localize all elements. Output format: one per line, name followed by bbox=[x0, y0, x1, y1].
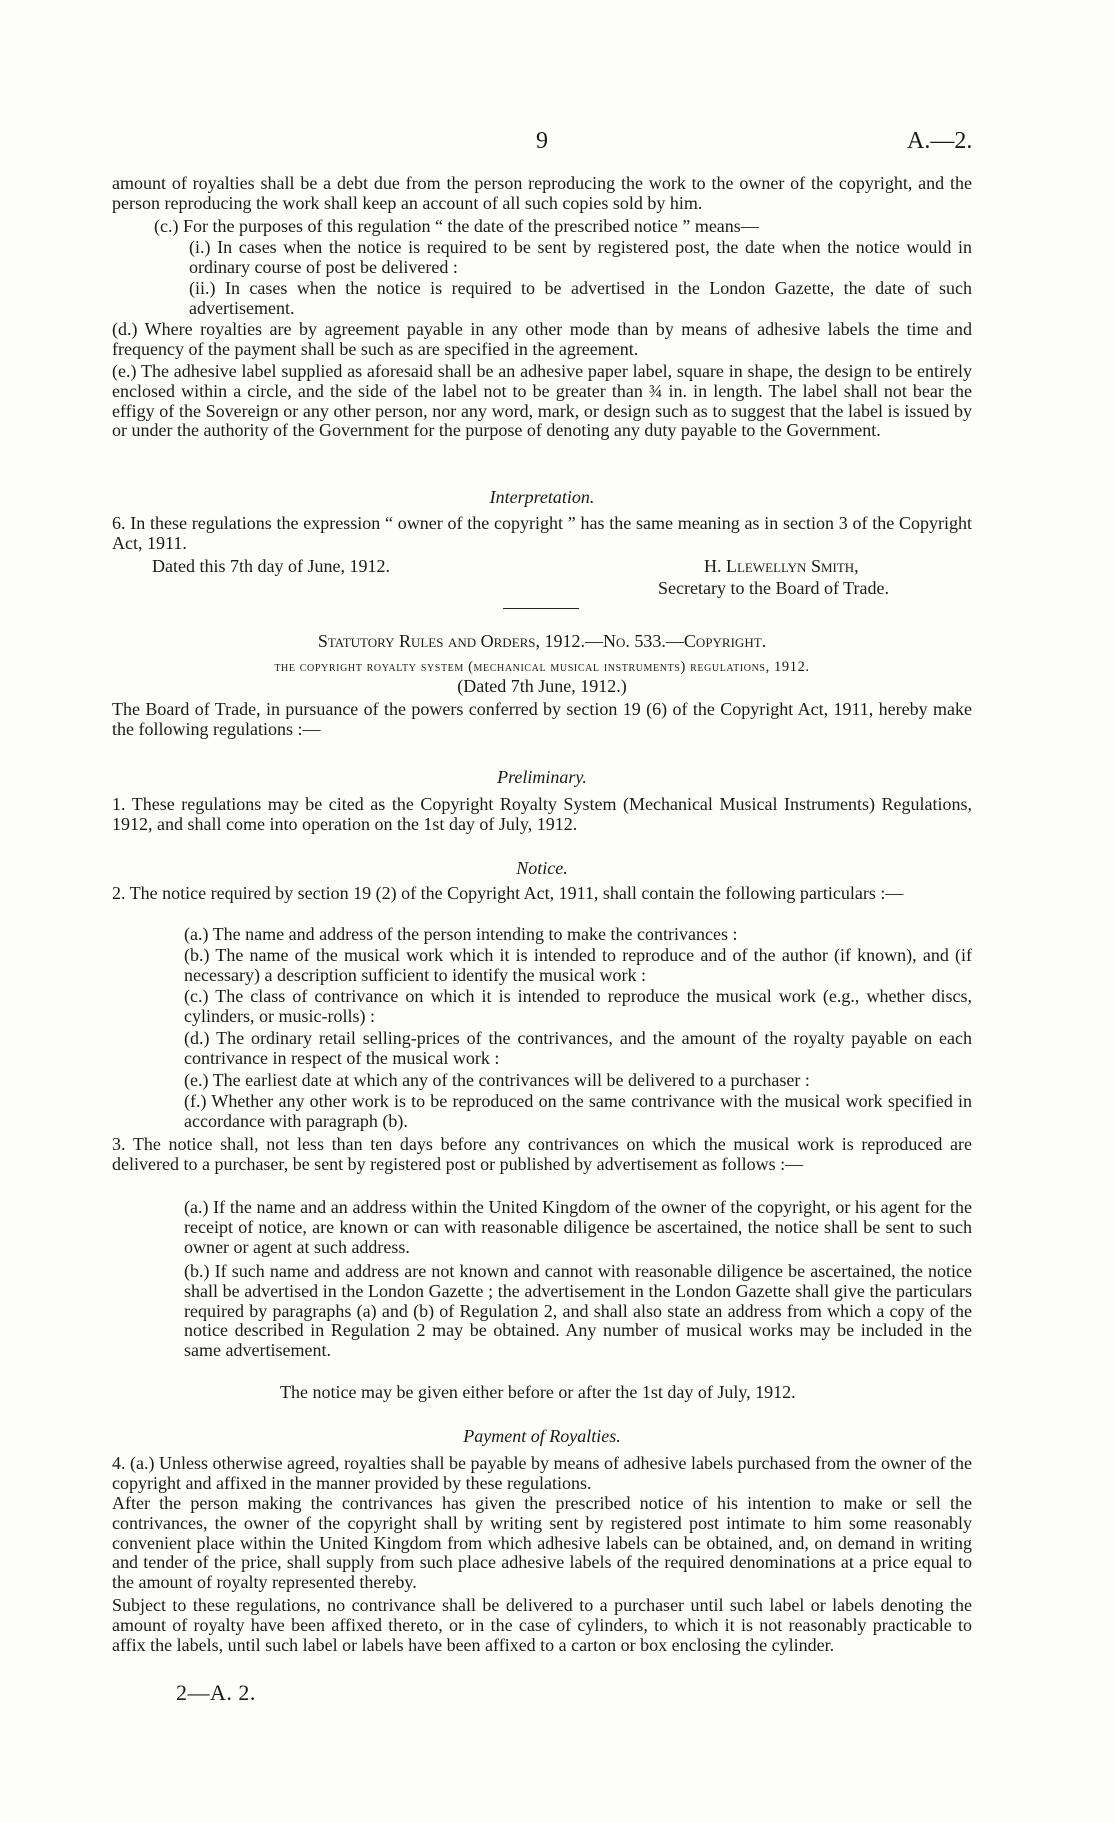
paragraph-5e: (e.) The adhesive label supplied as aforesaid shall be an adhesive paper label, square in shape, the design to be entirely enclosed within a circle, and the side of the label not to be greater than ¾ in. in length. The label shall not bear the effigy of the Sovereign or any other person, nor any word, mark, or design such as to suggest that the label is issued by or under the authority of the Government for the purpose of denoting any duty payable to the Government. bbox=[112, 361, 972, 441]
page-number: 9 bbox=[536, 128, 548, 154]
heading-interpretation: Interpretation. bbox=[489, 487, 595, 507]
heading-preliminary: Preliminary. bbox=[497, 767, 587, 787]
paragraph-4-subject: Subject to these regulations, no contrivance shall be delivered to a purchaser until such label or labels denoting the amount of royalty have been affixed thereto, or in the case of cylinders, to which it is not reasonably practicable to affix the labels, until such label or labels have been affixed to a carton or box enclosing the cylinder. bbox=[112, 1595, 972, 1655]
item-5c-i: (i.) In cases when the notice is required to be sent by registered post, the date when the notice would in ordinary course of post be delivered : bbox=[189, 237, 972, 277]
notice-item-d: (d.) The ordinary retail selling-prices of the contrivances, and the amount of the royalty payable on each contrivance in respect of the musical work : bbox=[184, 1028, 972, 1068]
signatory-title: Secretary to the Board of Trade. bbox=[658, 578, 889, 598]
notice-item-f: (f.) Whether any other work is to be reproduced on the same contrivance with the musical work specified in accordance with paragraph (b). bbox=[184, 1091, 972, 1131]
paragraph-5c: (c.) For the purposes of this regulation “ the date of the prescribed notice ” means— bbox=[154, 216, 759, 236]
notice-3-item-b: (b.) If such name and address are not known and cannot with reasonable diligence be ascertained, the notice shall be advertised in the London Gazette ; the advertisement in the London Gazette shall give the particulars required by paragraphs (a) and (b) of Regulation 2, and shall also state an address from which a copy of the notice described in Regulation 2 may be obtained. Any number of musical works may be included in the same advertisement. bbox=[184, 1261, 972, 1361]
paragraph-3: 3. The notice shall, not less than ten days before any contrivances on which the musical work is reproduced are delivered to a purchaser, be sent by registered post or published by advertisement as follows :— bbox=[112, 1134, 972, 1174]
section-divider bbox=[503, 608, 579, 609]
paragraph-royalty-debt: amount of royalties shall be a debt due from the person reproducing the work to the owner of the copyright, and the person reproducing the work shall keep an account of all such copies sold by him. bbox=[112, 173, 972, 213]
item-5c-ii: (ii.) In cases when the notice is required to be advertised in the London Gazette, the date of such advertisement. bbox=[189, 278, 972, 318]
paragraph-1: 1. These regulations may be cited as the Copyright Royalty System (Mechanical Musical Instruments) Regulations, 1912, and shall come into operation on the 1st day of July, 1912. bbox=[112, 794, 972, 834]
order-intro: The Board of Trade, in pursuance of the powers conferred by section 19 (6) of the Copyright Act, 1911, hereby make the following regulations :— bbox=[112, 699, 972, 739]
notice-item-e: (e.) The earliest date at which any of the contrivances will be delivered to a purchaser : bbox=[184, 1070, 810, 1090]
notice-3-item-a: (a.) If the name and an address within the United Kingdom of the owner of the copyright, or his agent for the receipt of notice, are known or can with reasonable diligence be ascertained, the notice shall be sent to such owner or agent at such address. bbox=[184, 1197, 972, 1257]
heading-payment: Payment of Royalties. bbox=[463, 1426, 621, 1446]
notice-item-b: (b.) The name of the musical work which it is intended to reproduce and of the author (if known), and (if necessary) a description sufficient to identify the musical work : bbox=[184, 945, 972, 985]
order-dated: (Dated 7th June, 1912.) bbox=[457, 676, 627, 696]
heading-notice: Notice. bbox=[516, 858, 568, 878]
footer-signature: 2—A. 2. bbox=[176, 1680, 256, 1705]
paragraph-4-labels: After the person making the contrivances has given the prescribed notice of his intention to make or sell the contrivances, the owner of the copyright shall by writing sent by registered post intimate to him some reasonably convenient place within the United Kingdom from which adhesive labels can be obtained, and, on demand in writing and tender of the price, shall supply from such place adhesive labels of the required denominations at a price equal to the amount of royalty represented thereby. bbox=[112, 1493, 972, 1593]
paragraph-2: 2. The notice required by section 19 (2) of the Copyright Act, 1911, shall contain the following particulars :— bbox=[112, 883, 904, 903]
order-subtitle: the copyright royalty system (mechanical musical instruments) regulations, 1912. bbox=[274, 659, 810, 675]
notice-item-a: (a.) The name and address of the person intending to make the contrivances : bbox=[184, 924, 738, 944]
dated-line: Dated this 7th day of June, 1912. bbox=[152, 556, 390, 576]
paragraph-5d: (d.) Where royalties are by agreement payable in any other mode than by means of adhesive labels the time and frequency of the payment shall be such as are specified in the agreement. bbox=[112, 319, 972, 359]
paragraph-4a: 4. (a.) Unless otherwise agreed, royalties shall be payable by means of adhesive labels purchased from the owner of the copyright and affixed in the manner provided by these regulations. bbox=[112, 1453, 972, 1493]
paragraph-6: 6. In these regulations the expression “ owner of the copyright ” has the same meaning as in section 3 of the Copyright Act, 1911. bbox=[112, 513, 972, 553]
order-title: Statutory Rules and Orders, 1912.—No. 533.—Copyright. bbox=[317, 631, 767, 651]
series-reference: A.—2. bbox=[907, 128, 973, 154]
notice-closing: The notice may be given either before or after the 1st day of July, 1912. bbox=[280, 1382, 796, 1402]
notice-item-c: (c.) The class of contrivance on which it is intended to reproduce the musical work (e.g., whether discs, cylinders, or music-rolls) : bbox=[184, 986, 972, 1026]
signatory-name: H. Llewellyn Smith, bbox=[704, 556, 859, 576]
